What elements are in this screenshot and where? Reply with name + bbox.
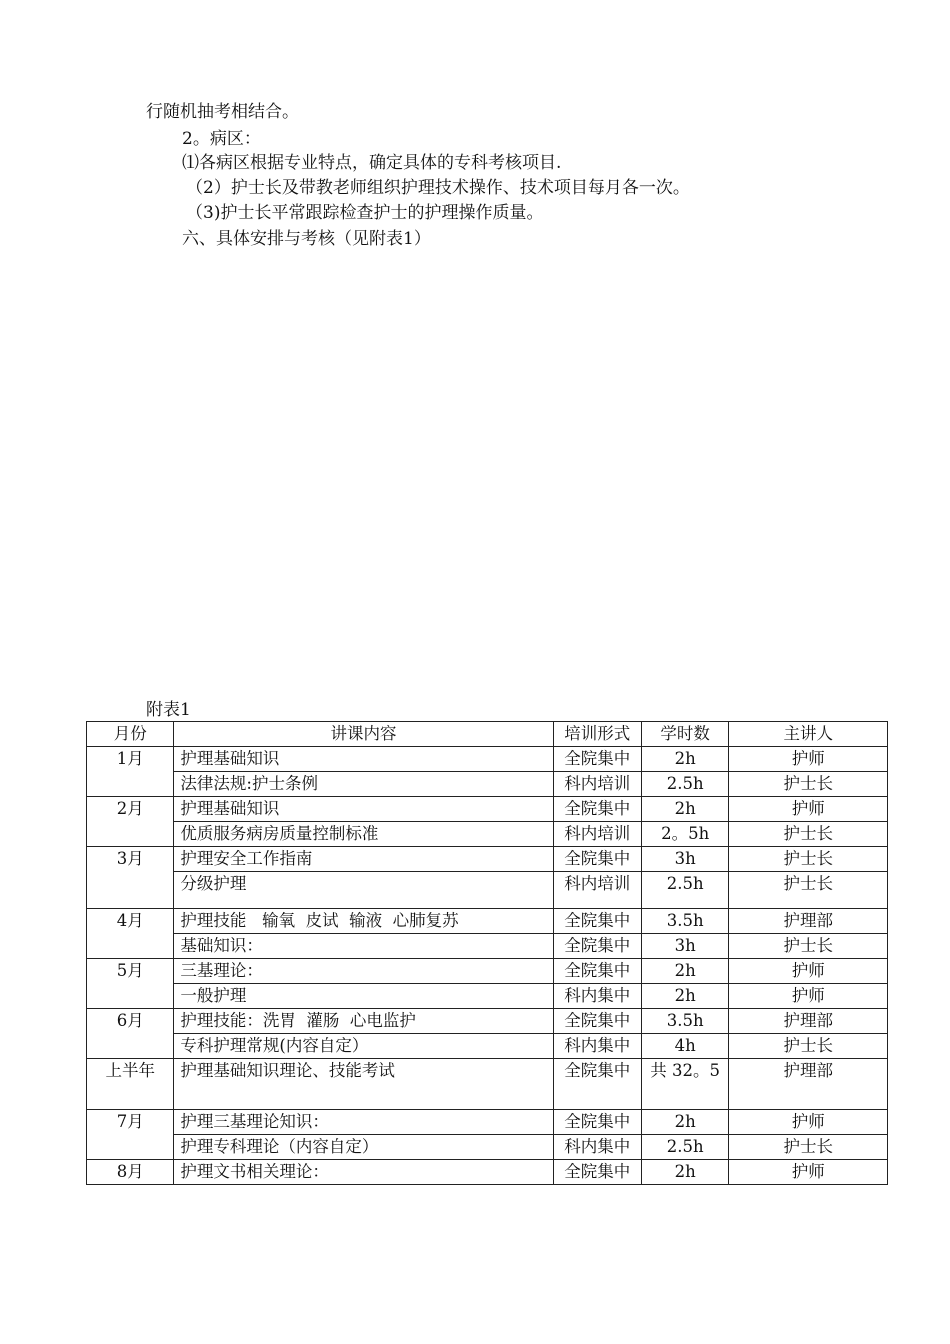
cell-speaker: 护师 <box>729 959 888 984</box>
cell-form: 全院集中 <box>553 1110 641 1135</box>
cell-form: 全院集中 <box>553 959 641 984</box>
cell-hours: 2h <box>641 984 728 1009</box>
cell-speaker: 护士长 <box>729 934 888 959</box>
cell-speaker: 护师 <box>729 797 888 822</box>
cell-speaker: 护理部 <box>729 1009 888 1034</box>
cell-content: 专科护理常规(内容自定） <box>174 1034 553 1059</box>
cell-month: 上半年 <box>87 1059 174 1110</box>
cell-content: 护理三基理论知识： <box>174 1110 553 1135</box>
cell-hours: 3h <box>641 847 728 872</box>
table-row <box>87 872 888 909</box>
cell-content: 护理基础知识 <box>174 797 553 822</box>
table-row <box>87 822 888 847</box>
paragraph: ⑴各病区根据专业特点，确定具体的专科考核项目. <box>182 153 562 173</box>
table-row <box>87 747 888 772</box>
cell-content: 优质服务病房质量控制标准 <box>174 822 553 847</box>
cell-form: 全院集中 <box>553 747 641 772</box>
table-header-row <box>87 722 888 747</box>
table-row <box>87 959 888 984</box>
cell-form: 科内培训 <box>553 772 641 797</box>
cell-content: 护理技能：洗胃 灌肠 心电监护 <box>174 1009 553 1034</box>
paragraph: 2。病区： <box>182 129 261 149</box>
cell-month: 3月 <box>87 847 174 872</box>
cell-hours: 3.5h <box>641 1009 728 1034</box>
cell-month: 7月 <box>87 1110 174 1135</box>
paragraph: 行随机抽考相结合。 <box>146 102 299 122</box>
header-hours: 学时数 <box>641 722 728 747</box>
cell-form: 科内集中 <box>553 984 641 1009</box>
cell-form: 全院集中 <box>553 1059 641 1110</box>
cell-hours: 2.5h <box>641 1135 728 1160</box>
paragraph: （2）护士长及带教老师组织护理技术操作、技术项目每月各一次。 <box>186 178 690 198</box>
cell-month: 1月 <box>87 747 174 772</box>
cell-speaker: 护士长 <box>729 822 888 847</box>
cell-content: 一般护理 <box>174 984 553 1009</box>
cell-form: 全院集中 <box>553 797 641 822</box>
cell-month: 5月 <box>87 959 174 984</box>
cell-content: 护理技能 输氧 皮试 输液 心肺复苏 <box>174 909 553 934</box>
section-heading: 六、具体安排与考核（见附表1） <box>182 229 431 249</box>
cell-content: 法律法规:护士条例 <box>174 772 553 797</box>
cell-form: 科内集中 <box>553 1034 641 1059</box>
cell-hours: 2.5h <box>641 772 728 797</box>
cell-month: 2月 <box>87 797 174 822</box>
cell-hours: 2.5h <box>641 872 728 909</box>
cell-hours: 2h <box>641 1110 728 1135</box>
cell-speaker: 护士长 <box>729 847 888 872</box>
cell-month <box>87 772 174 797</box>
cell-content: 分级护理 <box>174 872 553 909</box>
table-row <box>87 1059 888 1110</box>
cell-form: 全院集中 <box>553 1009 641 1034</box>
header-content: 讲课内容 <box>174 722 553 747</box>
cell-form: 全院集中 <box>553 934 641 959</box>
table-row <box>87 909 888 934</box>
cell-hours: 3h <box>641 934 728 959</box>
cell-hours: 2h <box>641 747 728 772</box>
cell-speaker: 护士长 <box>729 872 888 909</box>
cell-month <box>87 934 174 959</box>
cell-hours: 2h <box>641 1160 728 1185</box>
cell-content: 三基理论： <box>174 959 553 984</box>
cell-month <box>87 1034 174 1059</box>
header-speaker: 主讲人 <box>729 722 888 747</box>
cell-speaker: 护师 <box>729 984 888 1009</box>
cell-speaker: 护理部 <box>729 1059 888 1110</box>
header-month: 月份 <box>87 722 174 747</box>
table-row <box>87 934 888 959</box>
cell-content: 护理基础知识理论、技能考试 <box>174 1059 553 1110</box>
cell-content: 护理文书相关理论： <box>174 1160 553 1185</box>
cell-speaker: 护师 <box>729 1160 888 1185</box>
table-row <box>87 1009 888 1034</box>
cell-month <box>87 1135 174 1160</box>
table-caption: 附表1 <box>146 700 191 720</box>
training-schedule-table <box>86 721 888 1185</box>
cell-month: 8月 <box>87 1160 174 1185</box>
cell-speaker: 护士长 <box>729 772 888 797</box>
cell-month <box>87 822 174 847</box>
cell-content: 护理安全工作指南 <box>174 847 553 872</box>
cell-form: 科内集中 <box>553 1135 641 1160</box>
cell-hours: 2。5h <box>641 822 728 847</box>
cell-content: 护理专科理论（内容自定） <box>174 1135 553 1160</box>
cell-month <box>87 984 174 1009</box>
cell-speaker: 护师 <box>729 1110 888 1135</box>
cell-hours: 3.5h <box>641 909 728 934</box>
table-row <box>87 772 888 797</box>
cell-speaker: 护理部 <box>729 909 888 934</box>
table-row <box>87 797 888 822</box>
cell-month: 6月 <box>87 1009 174 1034</box>
cell-content: 护理基础知识 <box>174 747 553 772</box>
table-row <box>87 847 888 872</box>
paragraph: （3)护士长平常跟踪检查护士的护理操作质量。 <box>186 203 544 223</box>
table-row <box>87 1160 888 1185</box>
cell-speaker: 护士长 <box>729 1135 888 1160</box>
cell-hours: 共 32。5 <box>641 1059 728 1110</box>
cell-form: 全院集中 <box>553 909 641 934</box>
table-row <box>87 984 888 1009</box>
cell-form: 科内培训 <box>553 872 641 909</box>
table-row <box>87 1034 888 1059</box>
cell-month <box>87 872 174 909</box>
cell-hours: 4h <box>641 1034 728 1059</box>
cell-content: 基础知识： <box>174 934 553 959</box>
cell-month: 4月 <box>87 909 174 934</box>
cell-hours: 2h <box>641 797 728 822</box>
table-row <box>87 1110 888 1135</box>
cell-hours: 2h <box>641 959 728 984</box>
cell-form: 全院集中 <box>553 847 641 872</box>
cell-speaker: 护师 <box>729 747 888 772</box>
cell-form: 科内培训 <box>553 822 641 847</box>
table-row <box>87 1135 888 1160</box>
cell-speaker: 护士长 <box>729 1034 888 1059</box>
cell-form: 全院集中 <box>553 1160 641 1185</box>
header-form: 培训形式 <box>553 722 641 747</box>
